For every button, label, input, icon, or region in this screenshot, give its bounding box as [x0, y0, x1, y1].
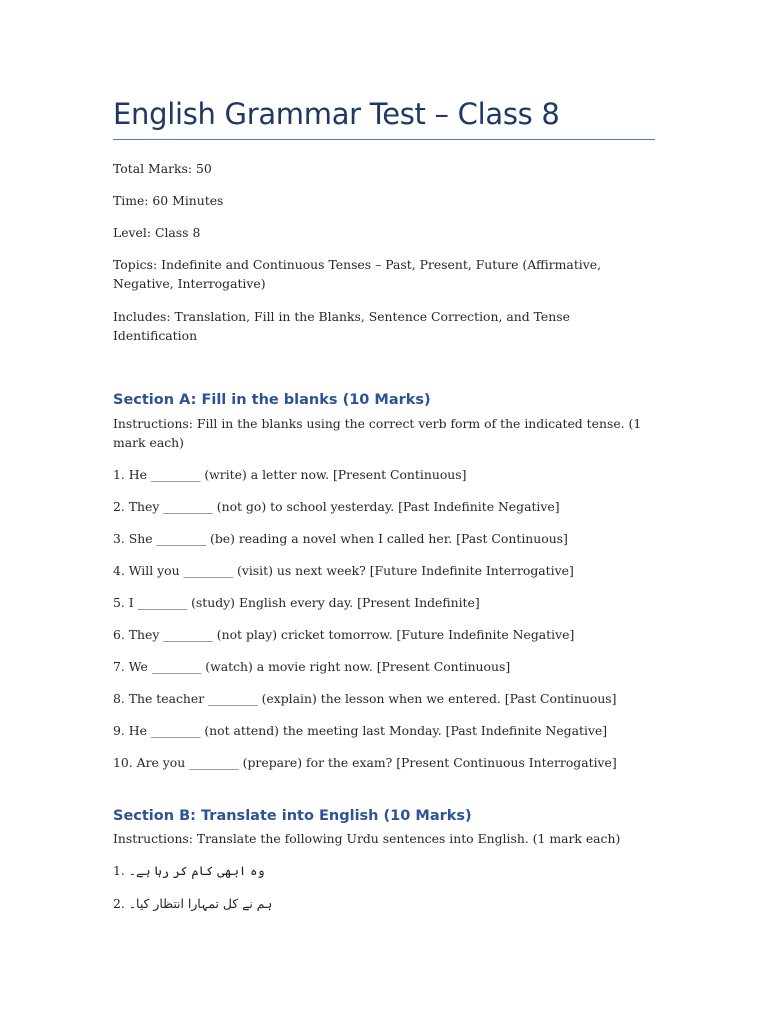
section-a-question: 8. The teacher ________ (explain) the lesson when we entered. [Past Continuous]: [113, 691, 617, 706]
total-marks-line: Total Marks: 50: [113, 161, 212, 176]
urdu-sentence: ہم نے کل تمہارا انتظار کیا۔: [128, 896, 273, 911]
section-b-question: [113, 861, 655, 881]
section-a-question: 6. They ________ (not play) cricket tomorrow. [Future Indefinite Negative]: [113, 627, 575, 642]
section-a-question: 9. He ________ (not attend) the meeting last Monday. [Past Indefinite Negative]: [113, 723, 608, 738]
section-b-instructions: Instructions: Translate the following Urdu sentences into English. (1 mark each): [113, 831, 621, 846]
section-a-question: 4. Will you ________ (visit) us next week? [Future Indefinite Interrogative]: [113, 563, 574, 578]
section-a-heading: Section A: Fill in the blanks (10 Marks): [113, 392, 431, 408]
section-b-heading: Section B: Translate into English (10 Marks): [113, 808, 472, 824]
section-a-question: 7. We ________ (watch) a movie right now. [Present Continuous]: [113, 659, 511, 674]
document-title: English Grammar Test – Class 8: [113, 97, 560, 131]
includes-line: Includes: Translation, Fill in the Blanks, Sentence Correction, and Tense Identification: [113, 309, 570, 343]
section-a-instructions: Instructions: Fill in the blanks using the correct verb form of the indicated tense. (1 mark each): [113, 416, 642, 450]
section-a-question: 2. They ________ (not go) to school yesterday. [Past Indefinite Negative]: [113, 499, 560, 514]
title-divider: [113, 139, 655, 140]
topics-line: Topics: Indefinite and Continuous Tenses – Past, Present, Future (Affirmative, Negative, Interrogative): [113, 257, 602, 291]
question-number: 2.: [113, 896, 125, 911]
time-line: Time: 60 Minutes: [113, 193, 224, 208]
section-a-question: 3. She ________ (be) reading a novel when I called her. [Past Continuous]: [113, 531, 568, 546]
section-a-question: 5. I ________ (study) English every day. [Present Indefinite]: [113, 595, 480, 610]
question-number: 1.: [113, 863, 125, 878]
level-line: Level: Class 8: [113, 225, 201, 240]
section-a-question: 1. He ________ (write) a letter now. [Present Continuous]: [113, 467, 467, 482]
urdu-sentence: وہ ابھی کام کر رہا ہے۔: [128, 863, 265, 878]
section-a-question: 10. Are you ________ (prepare) for the exam? [Present Continuous Interrogative]: [113, 755, 617, 770]
section-b-question: [113, 894, 655, 914]
